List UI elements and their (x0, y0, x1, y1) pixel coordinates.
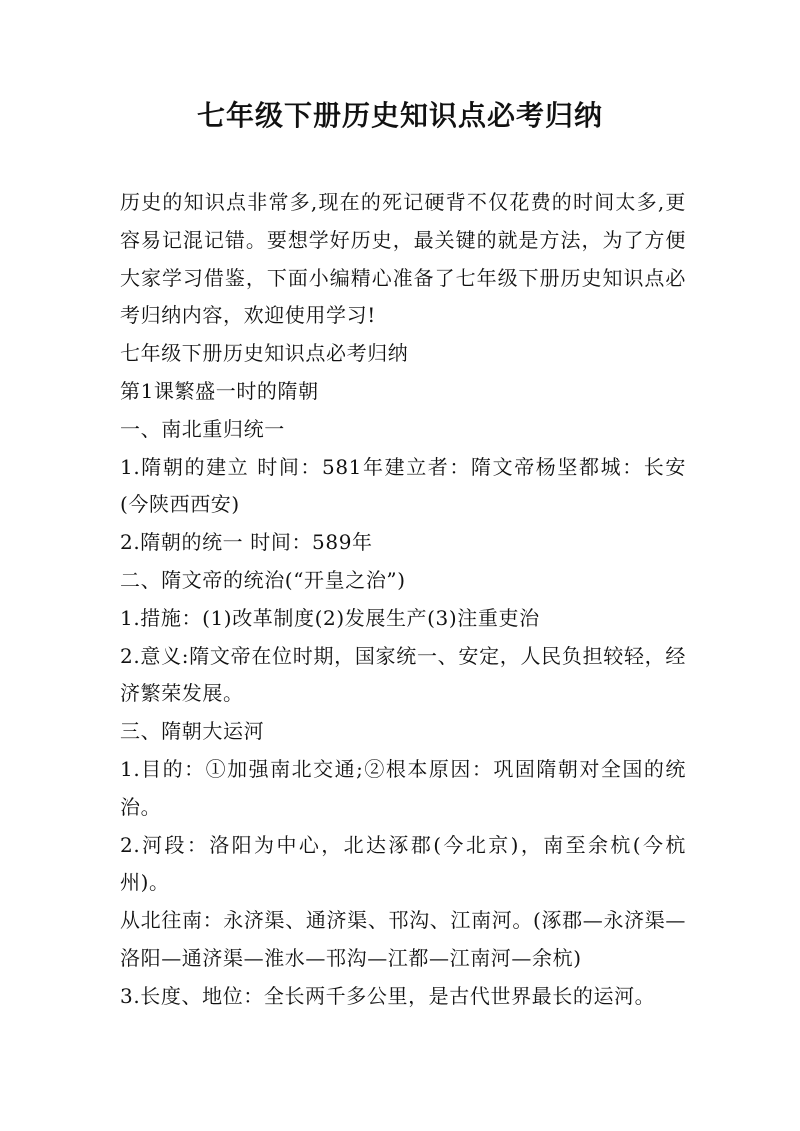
list-item-1-2: 2.隋朝的统一 时间：589年 (120, 530, 373, 555)
intro-paragraph: 历史的知识点非常多,现在的死记硬背不仅花费的时间太多,更容易记混记错。要想学好历史，最关键的就是方法，为了方便大家学习借鉴，下面小编精心准备了七年级下册历史知识点必考归纳内容，欢迎使用学习! (120, 190, 686, 328)
document-title: 七年级下册历史知识点必考归纳 (196, 99, 603, 132)
list-item-3-1: 1.目的：①加强南北交通;②根本原因：巩固隋朝对全国的统治。 (120, 756, 686, 819)
list-item-2-2: 2.意义:隋文帝在位时期，国家统一、安定，人民负担较轻，经济繁荣发展。 (120, 643, 686, 706)
subtitle-paragraph: 七年级下册历史知识点必考归纳 (120, 341, 409, 366)
list-item-3-2: 2.河段：洛阳为中心，北达涿郡(今北京)，南至余杭(今杭州)。 (120, 832, 686, 895)
section-heading-1: 一、南北重归统一 (120, 416, 285, 441)
list-item-3-3: 3.长度、地位：全长两千多公里，是古代世界最长的运河。 (120, 983, 656, 1008)
lesson-heading: 第1课繁盛一时的隋朝 (120, 378, 319, 403)
section-heading-3: 三、隋朝大运河 (120, 719, 265, 744)
route-paragraph: 从北往南：永济渠、通济渠、邗沟、江南河。(涿郡—永济渠—洛阳—通济渠—淮水—邗沟—江都—江南河—余杭) (120, 908, 686, 970)
section-heading-2: 二、隋文帝的统治(“开皇之治”) (120, 567, 406, 592)
document-body (120, 184, 686, 1016)
list-item-1-1: 1.隋朝的建立 时间：581年建立者：隋文帝杨坚都城：长安(今陕西西安) (120, 454, 686, 517)
list-item-2-1: 1.措施：(1)改革制度(2)发展生产(3)注重吏治 (120, 605, 540, 630)
